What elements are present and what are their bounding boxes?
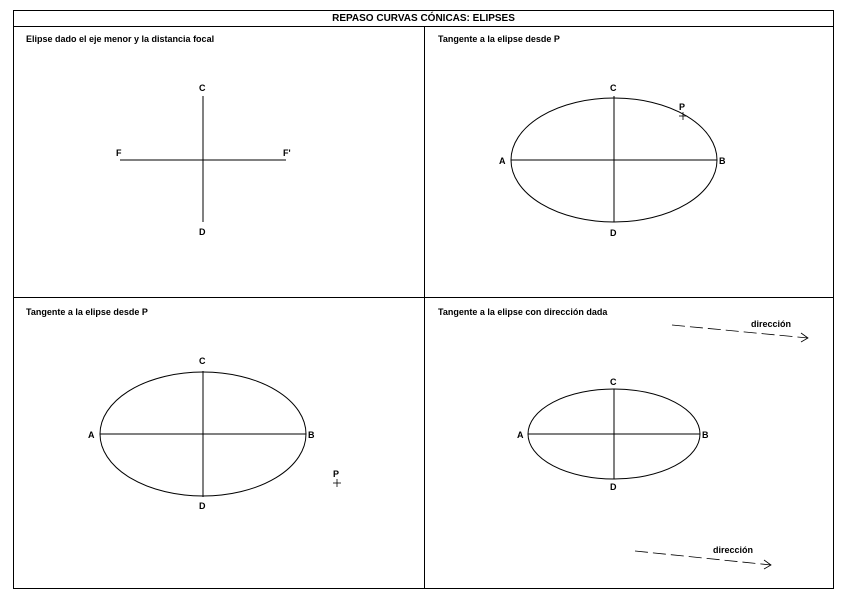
point-p-label: P	[679, 102, 686, 112]
panel-2-title: Tangente a la elipse desde P	[438, 34, 560, 44]
panel-2-construction	[499, 83, 726, 238]
panel-3-title: Tangente a la elipse desde P	[26, 307, 148, 317]
point-d-label: D	[610, 482, 617, 492]
point-a-label: A	[88, 430, 95, 440]
panel-4-title: Tangente a la elipse con dirección dada	[438, 307, 608, 317]
point-d-label: D	[199, 227, 206, 237]
point-p-label: P	[333, 469, 340, 479]
sheet-title: REPASO CURVAS CÓNICAS: ELIPSES	[14, 11, 833, 27]
panel-1-title: Elipse dado el eje menor y la distancia focal	[26, 34, 215, 44]
direction-label-top: dirección	[751, 319, 792, 329]
panel-4-construction	[517, 319, 808, 569]
point-b-label: B	[719, 156, 726, 166]
point-b-label: B	[308, 430, 315, 440]
point-c-label: C	[610, 83, 617, 93]
point-c-label: C	[610, 377, 617, 387]
point-b-label: B	[702, 430, 709, 440]
point-d-label: D	[199, 501, 206, 511]
point-a-label: A	[517, 430, 524, 440]
panel-1-construction	[116, 83, 291, 237]
focus-f-prime-label: F'	[283, 148, 291, 158]
focus-f-label: F	[116, 148, 122, 158]
point-c-label: C	[199, 83, 206, 93]
point-a-label: A	[499, 156, 506, 166]
panel-3-construction	[88, 356, 341, 511]
point-c-label: C	[199, 356, 206, 366]
point-d-label: D	[610, 228, 617, 238]
direction-label-bottom: dirección	[713, 545, 754, 555]
